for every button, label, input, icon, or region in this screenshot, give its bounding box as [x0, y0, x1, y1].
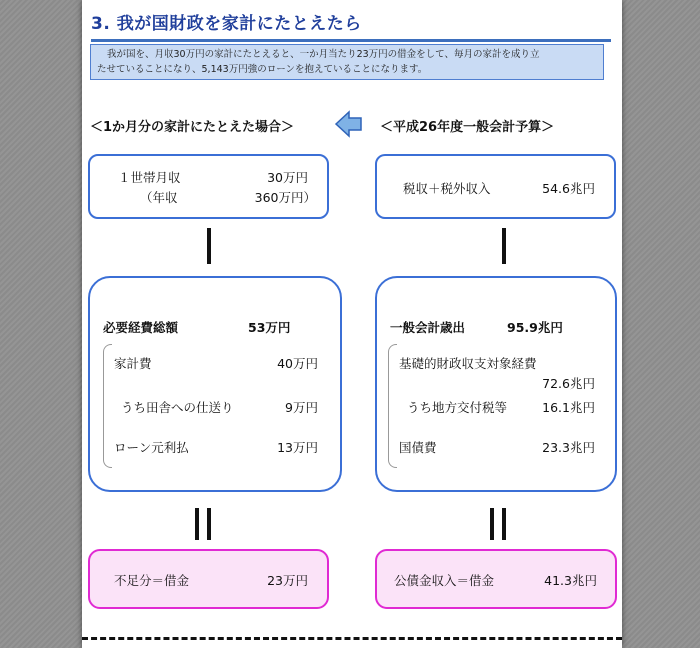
rural-remittance-value: 9万円 — [285, 400, 318, 415]
required-expenses-box — [88, 276, 342, 492]
right-bracket — [388, 344, 397, 468]
deficit-borrowing-box — [88, 549, 329, 609]
household-expense-label: 家計費 — [114, 356, 152, 371]
loan-repayment-value: 13万円 — [277, 440, 318, 455]
household-expense-value: 40万円 — [277, 356, 318, 371]
tax-revenue-box — [375, 154, 616, 219]
intro-box — [90, 44, 604, 80]
page-title: 3. 我が国財政を家計にたとえたら — [91, 9, 611, 42]
bond-revenue-box — [375, 549, 617, 609]
required-expenses-label: 必要経費総額 — [103, 320, 179, 335]
required-expenses-value: 53万円 — [248, 320, 291, 335]
bond-revenue-label: 公債金収入＝借金 — [394, 573, 495, 588]
right-connector-bar — [502, 228, 506, 264]
expenditure-value: 95.9兆円 — [507, 320, 563, 335]
tax-revenue-label: 税収＋税外収入 — [403, 181, 491, 196]
local-allocation-tax-label: うち地方交付税等 — [407, 400, 508, 415]
left-bracket — [103, 344, 112, 468]
household-income-box — [88, 154, 329, 219]
left-heading: ＜1か月分の家計にたとえた場合＞ — [90, 120, 295, 135]
deficit-label: 不足分＝借金 — [114, 573, 190, 588]
monthly-income-label: １世帯月収 — [118, 170, 181, 185]
debt-service-value: 23.3兆円 — [542, 440, 595, 455]
expenditure-label: 一般会計歳出 — [390, 320, 466, 335]
right-heading: ＜平成26年度一般会計予算＞ — [380, 120, 555, 135]
bond-revenue-value: 41.3兆円 — [544, 573, 597, 588]
tax-revenue-value: 54.6兆円 — [542, 181, 595, 196]
local-allocation-tax-value: 16.1兆円 — [542, 400, 595, 415]
monthly-income-value: 30万円 — [267, 170, 308, 185]
deficit-value: 23万円 — [267, 573, 308, 588]
right-equals-sign — [490, 508, 506, 540]
left-equals-sign — [195, 508, 211, 540]
dashed-divider — [82, 637, 622, 640]
general-account-expenditure-box — [375, 276, 617, 492]
rural-remittance-label: うち田舎への仕送り — [121, 400, 234, 415]
loan-repayment-label: ローン元利払 — [114, 440, 189, 455]
debt-service-label: 国債費 — [399, 440, 437, 455]
annual-income-value: 360万円） — [254, 190, 316, 205]
left-connector-bar — [207, 228, 211, 264]
primary-expenditure-label: 基礎的財政収支対象経費 — [399, 356, 537, 371]
intro-line-2: たせていることになり、5,143万円強のローンを抱えていることになります。 — [97, 64, 428, 75]
document-page — [82, 0, 622, 648]
annual-income-label: （年収 — [140, 190, 178, 205]
primary-expenditure-value: 72.6兆円 — [542, 376, 595, 391]
intro-line-1: 我が国を、月収30万円の家計にたとえると、一か月当たり23万円の借金をして、毎月の家計を成り立 — [107, 49, 540, 60]
left-arrow-icon — [334, 110, 364, 138]
